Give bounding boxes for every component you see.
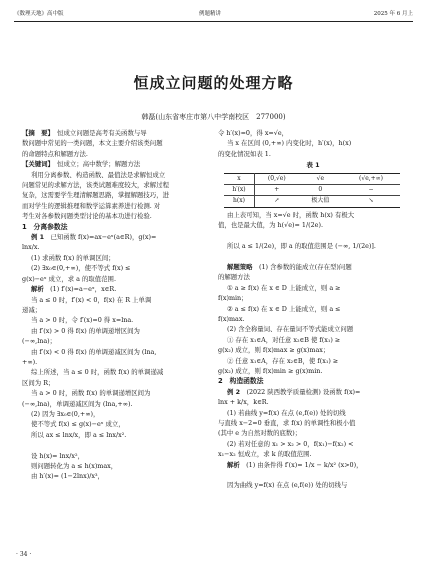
table-cell: (0,√e) <box>255 173 299 184</box>
text-line: (2) 若对任意的 x₁ > x₂ > 0，f(x₁)−f(x₂) < <box>227 439 354 448</box>
label-text: 例 1 <box>31 233 45 242</box>
text-line: 的解题方法 <box>218 273 250 282</box>
text-line: ① 存在 x₁∈A，对任意 x₂∈B 使 f(x₁) ≥ <box>227 335 341 344</box>
text-line: (2) 含全称量词、存在量词不等式能成立问题 <box>227 325 354 334</box>
text-line: lnx/x. <box>22 243 40 252</box>
table-cell: − <box>342 185 400 196</box>
header-date: 2025 年 6 月上 <box>373 11 413 17</box>
text-line: (−∞,lna)； <box>22 337 57 346</box>
label-text: 解析 <box>227 460 240 469</box>
text-line: lnx + k/x，k∈R. <box>218 398 269 407</box>
label-text: 【摘 要】 <box>22 129 51 137</box>
table-cell: 0 <box>299 185 342 196</box>
header-rule <box>14 21 413 22</box>
text-line: 的命题特点和解题方法. <box>22 149 88 158</box>
text-line: 由 h′(x)= (1−2lnx)/x³， <box>31 472 104 481</box>
text-line: 由 f′(x) > 0 得 f(x) 的单调递增区间为 <box>31 326 140 335</box>
label-text: 【关键词】 <box>22 160 51 169</box>
text-line: 问题常见的求解方法，该类试题难度较大，求解过程 <box>22 181 169 190</box>
text-line: 值，也是最大值，为 h(√e)= 1/(2e). <box>218 221 323 230</box>
text-line: 数问题中常见的一类问题，本文主要介绍该类问题 <box>22 139 163 148</box>
table-cell: ↘ <box>342 196 400 207</box>
text-line <box>22 440 207 450</box>
table-cell: h′(x) <box>224 185 255 196</box>
text-line: (1) 若曲线 y=f(x) 在点 (e,f(e)) 处的切线 <box>227 408 346 417</box>
text-line: (其中 e 为自然对数的底数)； <box>218 429 302 438</box>
page-number: · 34 · <box>16 551 32 558</box>
text-line: 当 a > 0 时，函数 f(x) 的单调递增区间为 <box>31 389 151 398</box>
text-line: 【关键词】 恒成立；高中数学；解题方法 <box>22 160 141 169</box>
variation-table <box>224 173 400 208</box>
text-line <box>218 231 408 241</box>
right-column <box>218 128 408 491</box>
article-title: 恒成立问题的处理方略 <box>133 74 294 92</box>
text-line: ① a ≥ f(x) 在 x ∈ D 上能成立，则 a ≥ <box>227 283 341 292</box>
text-line: 例 1 已知函数 f(x)=ax−eˣ(a∈R)，g(x)= <box>31 233 157 242</box>
table-cell: h(x) <box>224 196 255 207</box>
text-line: 由 f′(x) < 0 得 f(x) 的单调递减区间为 (lna, <box>31 347 157 356</box>
text-line: 综上所述，当 a ≤ 0 时，函数 f(x) 的单调递减 <box>31 368 164 377</box>
table-cell: x <box>224 173 255 184</box>
text-line: 区间为 R； <box>22 378 55 387</box>
table-cell: 极大值 <box>299 196 342 207</box>
text-line: 当 a ≤ 0 时，f′(x) < 0，f(x) 在 R 上单调 <box>31 295 152 304</box>
text-line: (2) 因为 ∃x₀∈(0,+∞)， <box>31 409 100 418</box>
text-line: g(x₂) 成立，则 f(x)min ≥ g(x)min. <box>218 366 323 375</box>
text-line: 复杂，这需要学生理清解题思路，掌握解题技巧，进 <box>22 191 169 200</box>
text-line: 利用分离参数、构造函数、最值法是求解恒成立 <box>31 170 166 179</box>
text-line: f(x)max. <box>218 314 245 323</box>
text-line: (1) 求函数 f(x) 的单调区间； <box>31 253 115 262</box>
table-cell: + <box>255 185 299 196</box>
text-line: 解析 (1) f′(x)=a−eˣ，x∈R. <box>31 285 117 294</box>
text-line: 考生对各参数问题类型讨论的基本功进行检验. <box>22 212 152 221</box>
section-heading: 2 构造函数法 <box>218 377 264 386</box>
text-line: 使不等式 f(x) ≤ g(x)−eˣ 成立， <box>31 420 125 429</box>
text-line: 由上表可知，当 x=√e 时，函数 h(x) 有极大 <box>227 210 355 219</box>
table-row <box>224 196 400 207</box>
text-line: (2) ∃x₀∈(0,+∞)，使不等式 f(x) ≤ <box>31 264 131 273</box>
label-text: 例 2 <box>227 387 241 396</box>
table-cell: √e <box>299 173 342 184</box>
text-line: 与直线 x−2=0 垂直，求 f(x) 的单调性和极小值 <box>218 418 356 427</box>
text-line: 所以 a ≤ 1/(2e)，即 a 的取值范围是 (−∞, 1/(2e)]. <box>227 242 376 251</box>
text-line: 解析 (1) 由条件得 f′(x)= 1/x − k/x² (x>0)， <box>227 460 363 469</box>
header-section: 例题精讲 <box>199 11 222 17</box>
text-line: f(x)min； <box>218 294 248 303</box>
text-line: ② 任意 x₁∈A，存在 x₂∈B，使 f(x₁) ≥ <box>227 356 339 365</box>
text-line: 则问题转化为 a ≤ h(x)max， <box>31 462 118 470</box>
text-line <box>218 251 408 261</box>
text-line: x₁−x₂ 恒成立，求 k 的取值范围. <box>218 450 312 459</box>
label-text: 解题策略 <box>227 262 253 271</box>
text-line: 设 h(x)= lnx/x²， <box>31 451 84 460</box>
table-row <box>224 173 400 184</box>
text-line: g(x)−eˣ 成立，求 a 的取值范围. <box>22 274 116 283</box>
text-line: +∞). <box>22 357 38 366</box>
article-author: 韩磊(山东省枣庄市第八中学南校区 277000) <box>141 113 286 121</box>
running-header <box>14 9 413 19</box>
label-text: 解析 <box>31 285 44 294</box>
header-journal: 《数理天地》高中版 <box>14 11 64 17</box>
left-column <box>22 128 207 482</box>
text-line: (−∞,lna)，单调递减区间为 (lna,+∞). <box>22 399 133 408</box>
text-line: 当 x 在区间 (0,+∞) 内变化时，h′(x)，h(x) <box>227 139 352 148</box>
text-line: 而对学生的逻辑推理和数学运算素养进行检测. 对 <box>22 201 161 210</box>
text-line: 例 2 (2022 陕西教学质量检测) 设函数 f(x)= <box>227 387 361 396</box>
text-line: g(x₂) 成立，则 f(x)max ≥ g(x)max； <box>218 346 330 355</box>
table-cell: (√e,+∞) <box>342 173 400 184</box>
text-line: 递减； <box>22 305 42 314</box>
text-line: 的变化情况如表 1. <box>218 149 271 158</box>
text-line <box>218 470 408 480</box>
table-cell: ↗ <box>255 196 299 207</box>
table-caption: 表 1 <box>306 161 320 170</box>
table-row <box>224 185 400 196</box>
text-line: 【摘 要】 恒成立问题是高考有关函数与导 <box>22 129 147 137</box>
text-line: ② a ≤ f(x) 在 x ∈ D 上能成立，则 a ≤ <box>227 304 341 313</box>
text-line: 当 a > 0 时，令 f′(x)=0 得 x=lna. <box>31 316 134 325</box>
text-line: 所以 ax ≤ lnx/x，即 a ≤ lnx/x². <box>31 430 127 439</box>
text-line: 解题策略 (1) 含参数的能成立(存在型)问题 <box>227 262 352 271</box>
text-line: 因为曲线 y=f(x) 在点 (e,f(e)) 处的切线与 <box>227 481 348 490</box>
section-heading: 1 分离参数法 <box>22 222 68 231</box>
text-line: 令 h′(x)=0，得 x=√e， <box>218 129 289 137</box>
